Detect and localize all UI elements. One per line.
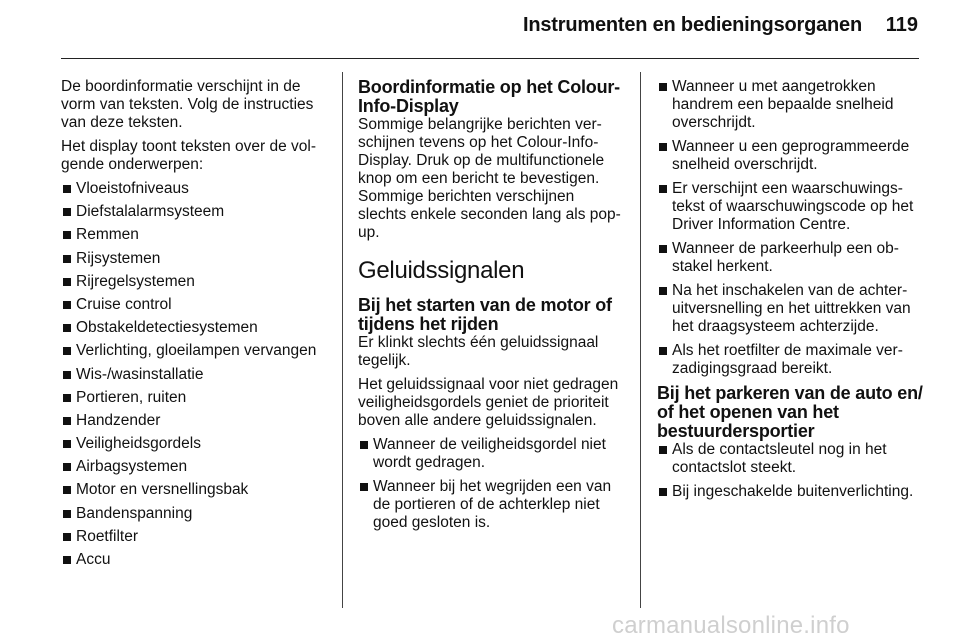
list-item: Verlichting, gloeilampen vervangen — [61, 342, 331, 360]
list-item: Wanneer u een geprogrammeerde snelheid overschrijdt. — [657, 138, 927, 174]
column-divider — [342, 72, 343, 608]
list-item: Handzender — [61, 412, 331, 430]
intro-paragraph: Het display toont teksten over de volgende onderwerpen: — [61, 138, 317, 173]
list-item: Wanneer u met aangetrokken handrem een bepaalde snelheid overschrijdt. — [657, 78, 927, 132]
list-item: Roetfilter — [61, 528, 331, 546]
list-item: Motor en versnellingsbak — [61, 481, 331, 499]
list-item: Bandenspanning — [61, 505, 331, 523]
list-item: Rijsystemen — [61, 250, 331, 268]
list-item: Airbagsystemen — [61, 458, 331, 476]
body-paragraph: Sommige belangrijke berichten verschijnen tevens op het Colour-Info-Display. Druk op de multifunctionele knop om een bericht te bevestigen. Sommige berichten verschijnen slechts enkele seconden lang als pop-up. — [358, 116, 621, 241]
page-header — [0, 14, 960, 54]
body-paragraph: Er klinkt slechts één geluidssignaal tegelijk. — [358, 334, 599, 369]
section-heading: Boordinformatie op het Colour-Info-Display — [358, 77, 620, 116]
header-rule — [61, 58, 919, 59]
page-number: 119 — [885, 14, 918, 36]
list-item: Bij ingeschakelde buitenverlichting. — [657, 483, 927, 501]
watermark: carmanualsonline.info — [612, 612, 850, 639]
topic-list — [61, 180, 331, 569]
list-item: Na het inschakelen van de achteruitversnelling en het uittrekken van het draagsysteem achterzijde. — [657, 282, 927, 336]
body-paragraph: Het geluidssignaal voor niet gedragen veiligheidsgordels geniet de prioriteit boven alle andere geluidssignalen. — [358, 376, 619, 429]
list-item: Vloeistofniveaus — [61, 180, 331, 198]
section-heading: Bij het parkeren van de auto en/ of het openen van het bestuurdersportier — [657, 383, 923, 441]
page-title: Instrumenten en bedieningsorganen — [523, 14, 862, 36]
list-item: Diefstalalarmsysteem — [61, 203, 331, 221]
list-item: Accu — [61, 551, 331, 569]
list-item: Wanneer bij het wegrijden een van de portieren of de achterklep niet goed gesloten is. — [358, 478, 626, 532]
list-item: Rijregelsystemen — [61, 273, 331, 291]
condition-list — [358, 436, 626, 532]
list-item: Wanneer de veiligheidsgordel niet wordt gedragen. — [358, 436, 626, 472]
list-item: Portieren, ruiten — [61, 389, 331, 407]
list-item: Cruise control — [61, 296, 331, 314]
list-item: Als de contactsleutel nog in het contactslot steekt. — [657, 441, 927, 477]
parking-list — [657, 441, 927, 501]
column-divider — [640, 72, 641, 608]
section-heading: Bij het starten van de motor of tijdens het rijden — [358, 295, 612, 334]
list-item: Veiligheidsgordels — [61, 435, 331, 453]
column-left — [61, 78, 331, 574]
condition-list — [657, 78, 927, 378]
list-item: Wis-/wasinstallatie — [61, 366, 331, 384]
intro-paragraph: De boordinformatie verschijnt in de vorm van teksten. Volg de instructies van deze teksten. — [61, 78, 314, 131]
column-middle — [358, 78, 626, 538]
list-item: Obstakeldetectiesystemen — [61, 319, 331, 337]
chapter-heading: Geluidssignalen — [358, 257, 525, 284]
list-item: Wanneer de parkeerhulp een obstakel herkent. — [657, 240, 927, 276]
list-item: Remmen — [61, 226, 331, 244]
column-right — [657, 78, 927, 507]
list-item: Er verschijnt een waarschuwingstekst of waarschuwingscode op het Driver Information Centre. — [657, 180, 927, 234]
list-item: Als het roetfilter de maximale verzadigingsgraad bereikt. — [657, 342, 927, 378]
